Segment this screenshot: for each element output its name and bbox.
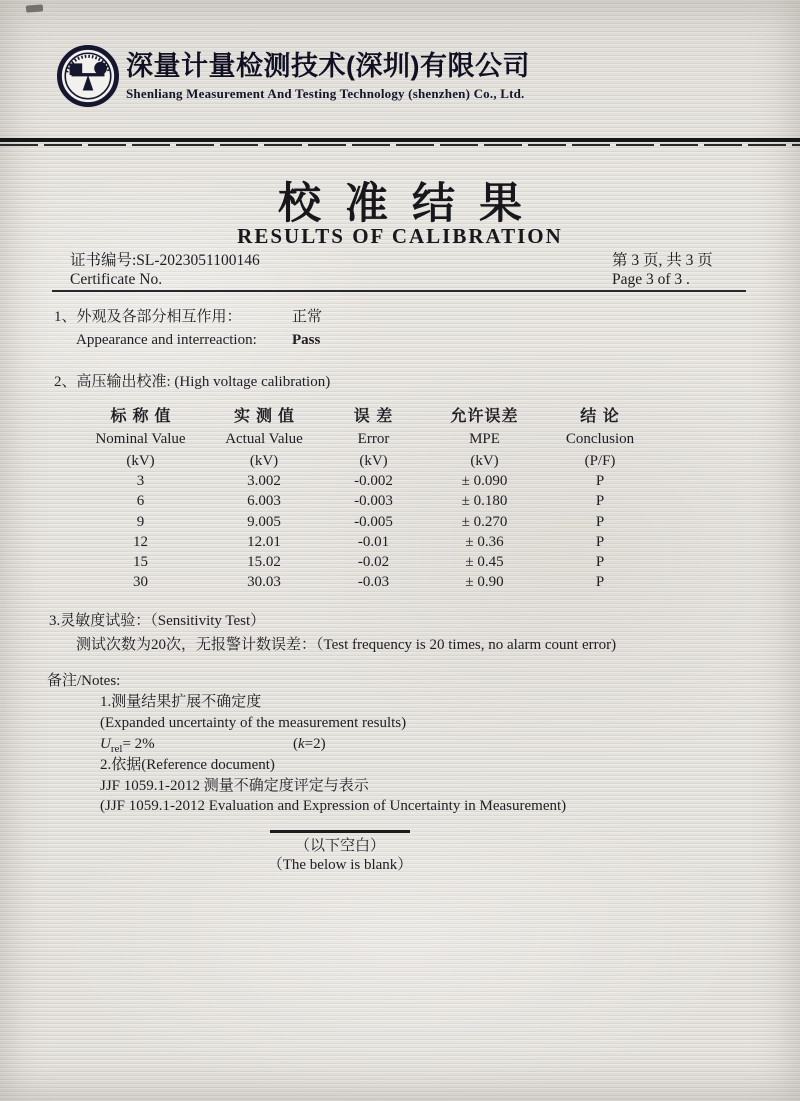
scan-artifact-mark bbox=[26, 4, 43, 12]
cell-actual: 12.01 bbox=[247, 533, 281, 550]
col-unit: (P/F) bbox=[584, 453, 616, 469]
col-header-zh: 结 论 bbox=[580, 408, 620, 425]
company-logo-icon bbox=[57, 45, 119, 107]
section1-label-en: Appearance and interreaction: bbox=[76, 332, 257, 348]
header-divider-line bbox=[0, 138, 800, 142]
page-title-en: RESULTS OF CALIBRATION bbox=[237, 224, 563, 248]
cell-mpe: ± 0.45 bbox=[465, 554, 504, 571]
cell-mpe: ± 0.090 bbox=[461, 473, 508, 489]
cell-mpe: ± 0.180 bbox=[461, 493, 508, 510]
cell-actual: 30.03 bbox=[247, 574, 281, 591]
cell-nominal: 12 bbox=[133, 533, 148, 550]
note-reference-zh: JJF 1059.1-2012 测量不确定度评定与表示 bbox=[100, 778, 369, 794]
cell-conclusion: P bbox=[595, 513, 605, 530]
blank-separator-line bbox=[270, 830, 410, 833]
k-symbol: k bbox=[298, 736, 305, 752]
cell-conclusion: P bbox=[595, 493, 605, 510]
u-subscript: rel bbox=[110, 743, 123, 755]
cell-conclusion: P bbox=[595, 554, 605, 571]
below-blank-block bbox=[262, 830, 418, 875]
cell-error: -0.01 bbox=[357, 533, 390, 550]
note-reference-en: (JJF 1059.1-2012 Evaluation and Expression of Uncertainty in Measurement) bbox=[100, 798, 567, 814]
cell-conclusion: P bbox=[595, 473, 605, 489]
k-open: ( bbox=[293, 736, 298, 752]
company-name-zh: 深量计量检测技术(深圳)有限公司 bbox=[126, 51, 530, 81]
col-header-en: Actual Value bbox=[225, 431, 303, 447]
cell-nominal: 3 bbox=[136, 473, 145, 489]
page-number-block bbox=[612, 251, 713, 289]
cell-mpe: ± 0.36 bbox=[465, 533, 504, 550]
below-blank-en: （The below is blank） bbox=[267, 857, 413, 873]
company-header bbox=[126, 50, 530, 102]
cell-nominal: 9 bbox=[136, 513, 145, 530]
col-header-en: MPE bbox=[469, 431, 500, 447]
k-close: =2) bbox=[304, 736, 326, 752]
note-reference-label: 2.依据(Reference document) bbox=[100, 757, 275, 773]
certificate-underline bbox=[52, 290, 746, 292]
u-value: = 2% bbox=[122, 736, 155, 752]
col-header-zh: 实测值 bbox=[233, 408, 300, 425]
page-number-zh: 第 3 页, 共 3 页 bbox=[612, 252, 713, 269]
section2-heading: 2、高压输出校准: (High voltage calibration) bbox=[54, 374, 331, 390]
cell-nominal: 30 bbox=[133, 574, 148, 591]
cell-actual: 6.003 bbox=[247, 493, 281, 510]
cell-conclusion: P bbox=[595, 533, 605, 550]
cell-error: -0.02 bbox=[357, 554, 390, 571]
cell-conclusion: P bbox=[595, 574, 605, 591]
calibration-table bbox=[78, 407, 653, 593]
certificate-number-zh: 证书编号:SL-2023051100146 bbox=[70, 252, 260, 269]
certificate-number-block bbox=[70, 251, 260, 289]
col-header-zh: 误 差 bbox=[353, 408, 394, 425]
page-number-en: Page 3 of 3 . bbox=[612, 271, 690, 288]
note-uncertainty-en: (Expanded uncertainty of the measurement results) bbox=[100, 715, 407, 731]
page-title-zh bbox=[0, 170, 800, 231]
cell-error: -0.005 bbox=[354, 513, 393, 530]
col-unit: (kV) bbox=[126, 453, 155, 469]
section1-value-zh: 正常 bbox=[292, 309, 323, 325]
company-name-en: Shenliang Measurement And Testing Technology (shenzhen) Co., Ltd. bbox=[126, 86, 525, 101]
cell-nominal: 15 bbox=[133, 554, 148, 571]
balance-scale-icon bbox=[57, 45, 119, 107]
note-uncertainty-zh: 1.测量结果扩展不确定度 bbox=[100, 694, 262, 710]
col-header-en: Conclusion bbox=[565, 431, 635, 447]
section1-label-zh: 1、外观及各部分相互作用： bbox=[54, 309, 242, 325]
page-title-zh-text: 校准结果 bbox=[278, 181, 546, 228]
certificate-number-en: Certificate No. bbox=[70, 271, 163, 288]
u-symbol: U bbox=[100, 736, 111, 752]
col-unit: (kV) bbox=[359, 453, 388, 469]
col-unit: (kV) bbox=[470, 453, 499, 469]
cell-nominal: 6 bbox=[136, 493, 145, 510]
cell-actual: 3.002 bbox=[247, 473, 281, 489]
section3-heading: 3.灵敏度试验：（Sensitivity Test） bbox=[49, 613, 266, 629]
cell-actual: 15.02 bbox=[247, 554, 281, 571]
col-unit: (kV) bbox=[249, 453, 279, 469]
cell-mpe: ± 0.90 bbox=[465, 574, 504, 591]
coverage-factor bbox=[293, 735, 326, 754]
col-header-en: Error bbox=[357, 431, 390, 447]
below-blank-zh: （以下空白） bbox=[294, 838, 385, 854]
section3-body: 测试次数为20次，无报警计数误差：（Test frequency is 20 times, no alarm count error) bbox=[76, 637, 617, 653]
cell-actual: 9.005 bbox=[247, 513, 281, 530]
cell-error: -0.002 bbox=[354, 473, 393, 489]
col-header-en: Nominal Value bbox=[95, 431, 186, 447]
col-header-zh: 标称值 bbox=[110, 408, 177, 425]
cell-mpe: ± 0.270 bbox=[461, 513, 508, 530]
notes-label: 备注/Notes: bbox=[47, 673, 121, 689]
cell-error: -0.003 bbox=[354, 493, 393, 510]
cell-error: -0.03 bbox=[357, 574, 390, 591]
col-header-zh: 允许误差 bbox=[450, 408, 519, 425]
section1-value-en: Pass bbox=[292, 332, 321, 348]
header-divider-dashes bbox=[0, 144, 800, 146]
